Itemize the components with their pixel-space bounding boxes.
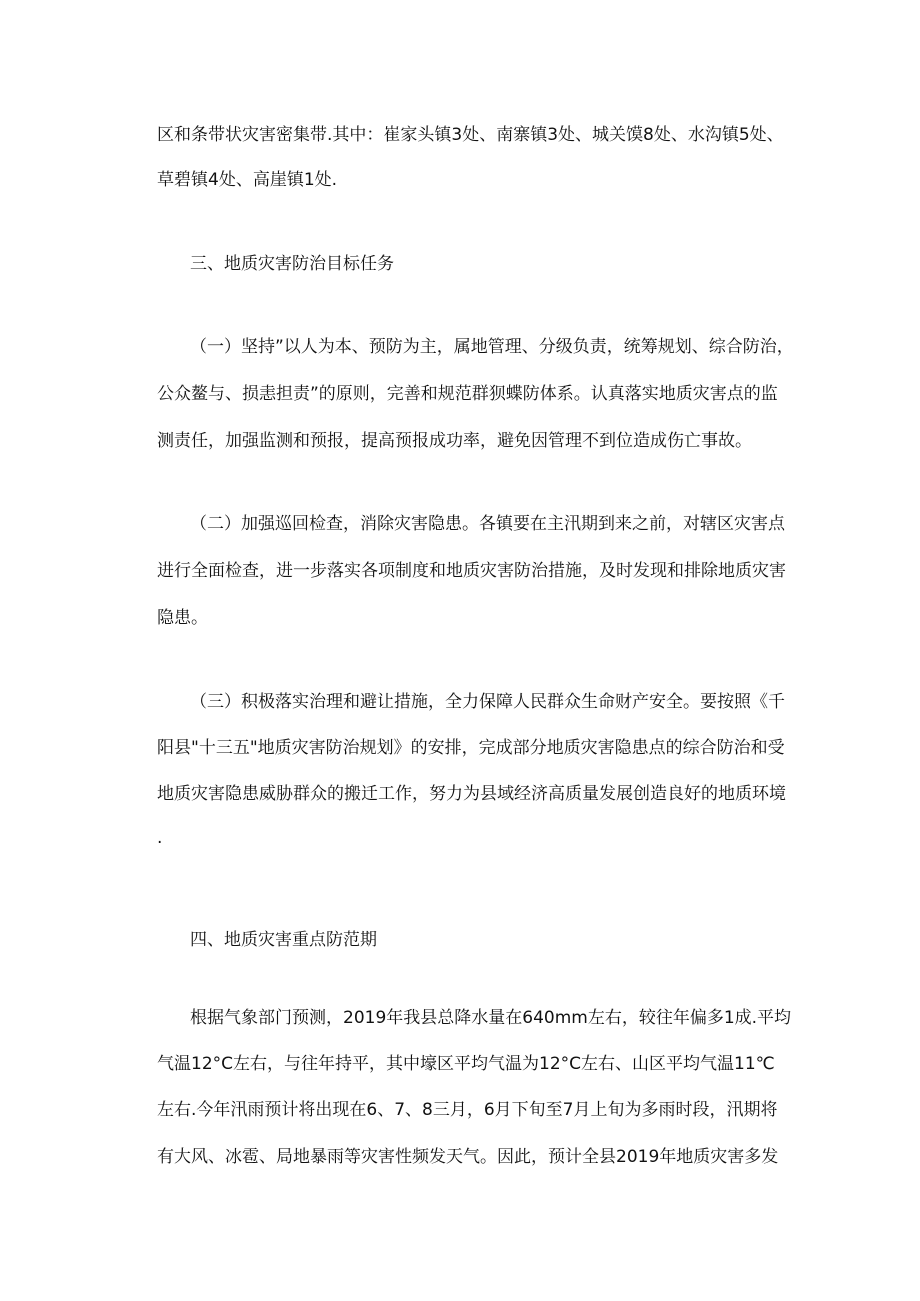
para3-line-3: 隐患。 bbox=[157, 608, 208, 628]
para4-line-3: 地质灾害隐患威胁群众的搬迁工作，努力为县域经济高质量发展创造良好的地质环境 bbox=[157, 784, 786, 804]
para2-line-3: 测责任，加强监测和预报，提高预报成功率，避免因管理不到位造成伤亡事故。 bbox=[157, 431, 752, 451]
para4-line-4: . bbox=[157, 828, 163, 848]
section-heading-3: 三、地质灾害防治目标任务 bbox=[190, 254, 394, 274]
para3-line-2: 进行全面检查，进一步落实各项制度和地质灾害防治措施，及时发现和排除地质灾害 bbox=[157, 561, 786, 581]
para4-line-1: （三）积极落实治理和避让措施，全力保障人民群众生命财产安全。要按照《千 bbox=[190, 692, 785, 712]
para5-line-2: 气温12°C左右，与往年持平，其中壕区平均气温为12°C左右、山区平均气温11℃ bbox=[157, 1054, 775, 1074]
para5-line-1: 根据气象部门预测，2019年我县总降水量在640mm左右，较往年偏多1成.平均 bbox=[190, 1008, 792, 1028]
para5-line-4: 有大风、冰雹、局地暴雨等灾害性频发天气。因此，预计全县2019年地质灾害多发 bbox=[157, 1147, 779, 1167]
para2-line-1: （一）坚持”以人为本、预防为主，属地管理、分级负责，统筹规划、综合防治， bbox=[190, 337, 794, 357]
para5-line-3: 左右.今年汛雨预计将出现在6、7、8三月，6月下旬至7月上旬为多雨时段，汛期将 bbox=[157, 1100, 778, 1120]
para2-line-2: 公众鳌与、损恚担责”的原则，完善和规范群狈蝶防体系。认真落实地质灾害点的监 bbox=[157, 384, 778, 404]
para1-line-2: 草碧镇4处、高崖镇1处. bbox=[157, 170, 338, 190]
para4-line-2: 阳县"十三五"地质灾害防治规划》的安排，完成部分地质灾害隐患点的综合防治和受 bbox=[157, 738, 785, 758]
para3-line-1: （二）加强巡回检查，消除灾害隐患。各镇要在主汛期到来之前，对辖区灾害点 bbox=[190, 514, 785, 534]
section-heading-4: 四、地质灾害重点防范期 bbox=[190, 930, 377, 950]
para1-line-1: 区和条带状灾害密集带.其中：崔家头镇3处、南寨镇3处、城关馍8处、水沟镇5处、 bbox=[157, 125, 784, 145]
